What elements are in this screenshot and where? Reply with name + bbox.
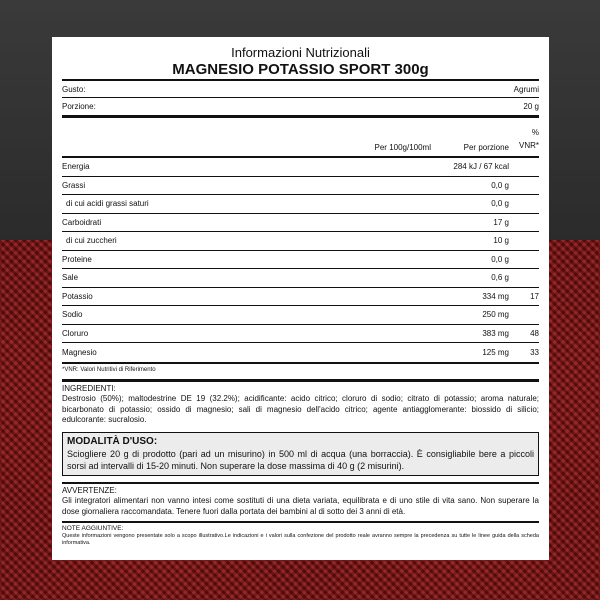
table-row: Grassi 0,0 g: [62, 177, 539, 196]
usage-heading: MODALITÀ D'USO:: [67, 435, 158, 447]
nutrition-table: [62, 158, 539, 362]
info-label: Porzione:: [62, 102, 96, 111]
info-row-portion: [62, 98, 539, 115]
table-row: Cloruro 383 mg 48: [62, 325, 539, 344]
notes-section: [62, 525, 539, 548]
table-row: Sodio 250 mg: [62, 306, 539, 325]
vnr-note: *VNR: Valori Nutritivi di Riferimento: [62, 366, 156, 373]
table-header: [62, 118, 539, 156]
info-label: Gusto:: [62, 84, 86, 94]
ingredients-section: [62, 384, 539, 426]
ingredients-heading: INGREDIENTI:: [62, 383, 116, 393]
warnings-heading: AVVERTENZE:: [62, 485, 117, 495]
usage-box: [62, 432, 539, 476]
usage-text: Sciogliere 20 g di prodotto (pari ad un misurino) in 500 ml di acqua (una borraccia). È consigliabile bere a piccoli sorsi ad intervalli di 15-20 minuti. Non superare la dose massima di 40 g (2 misurini).: [67, 448, 534, 471]
col-vnr: % VNR*: [518, 128, 539, 150]
info-value: Agrumi: [513, 84, 539, 94]
warnings-section: [62, 486, 539, 518]
table-row: Proteine 0,0 g: [62, 251, 539, 270]
notes-heading: NOTE AGGIUNTIVE:: [62, 525, 124, 532]
col-per100: Per 100g/100ml: [374, 143, 431, 152]
table-row: Energia 284 kJ / 67 kcal: [62, 158, 539, 177]
divider: [62, 521, 539, 523]
divider: [62, 379, 539, 382]
nutrition-sheet: [52, 37, 549, 560]
info-row-flavor: [62, 81, 539, 98]
divider: [62, 482, 539, 484]
table-row: di cui zuccheri 10 g: [62, 232, 539, 251]
sheet-title: Informazioni Nutrizionali: [231, 45, 370, 60]
table-row: di cui acidi grassi saturi 0,0 g: [62, 195, 539, 214]
info-value: 20 g: [523, 102, 539, 111]
table-row: Magnesio 125 mg 33: [62, 347, 539, 357]
notes-text: Queste informazioni vengono presentate solo a scopo illustrativo.Le indicazioni e i valori sulla confezione del prodotto reale avranno sempre la precedenza su tutte le linee guida della scheda informativa.: [62, 532, 539, 546]
ingredients-text: Destrosio (50%); maltodestrine DE 19 (32.2%); acidificante: acido citrico; cloruro di sodio; citrato di potassio; aroma naturale; bicarbonato di potassio; ossido di magnesio; sali di magnesio dell'acido citrico; agente antiagglomerante: biossido di silicio; edulcorante: sucralosio.: [62, 394, 539, 424]
col-per-portion: Per porzione: [463, 143, 509, 152]
table-row: Sale 0,6 g: [62, 269, 539, 288]
product-name: MAGNESIO POTASSIO SPORT 300g: [172, 61, 429, 78]
warnings-text: Gli integratori alimentari non vanno intesi come sostituti di una dieta variata, equilibrata e di uno stile di vita sano. Non superare la dose giornaliera raccomandata. Tenere fuori dalla portata dei bambini al di sotto dei 3 anni di età.: [62, 496, 539, 516]
table-row: Carboidrati 17 g: [62, 214, 539, 233]
table-row: Potassio 334 mg 17: [62, 288, 539, 307]
